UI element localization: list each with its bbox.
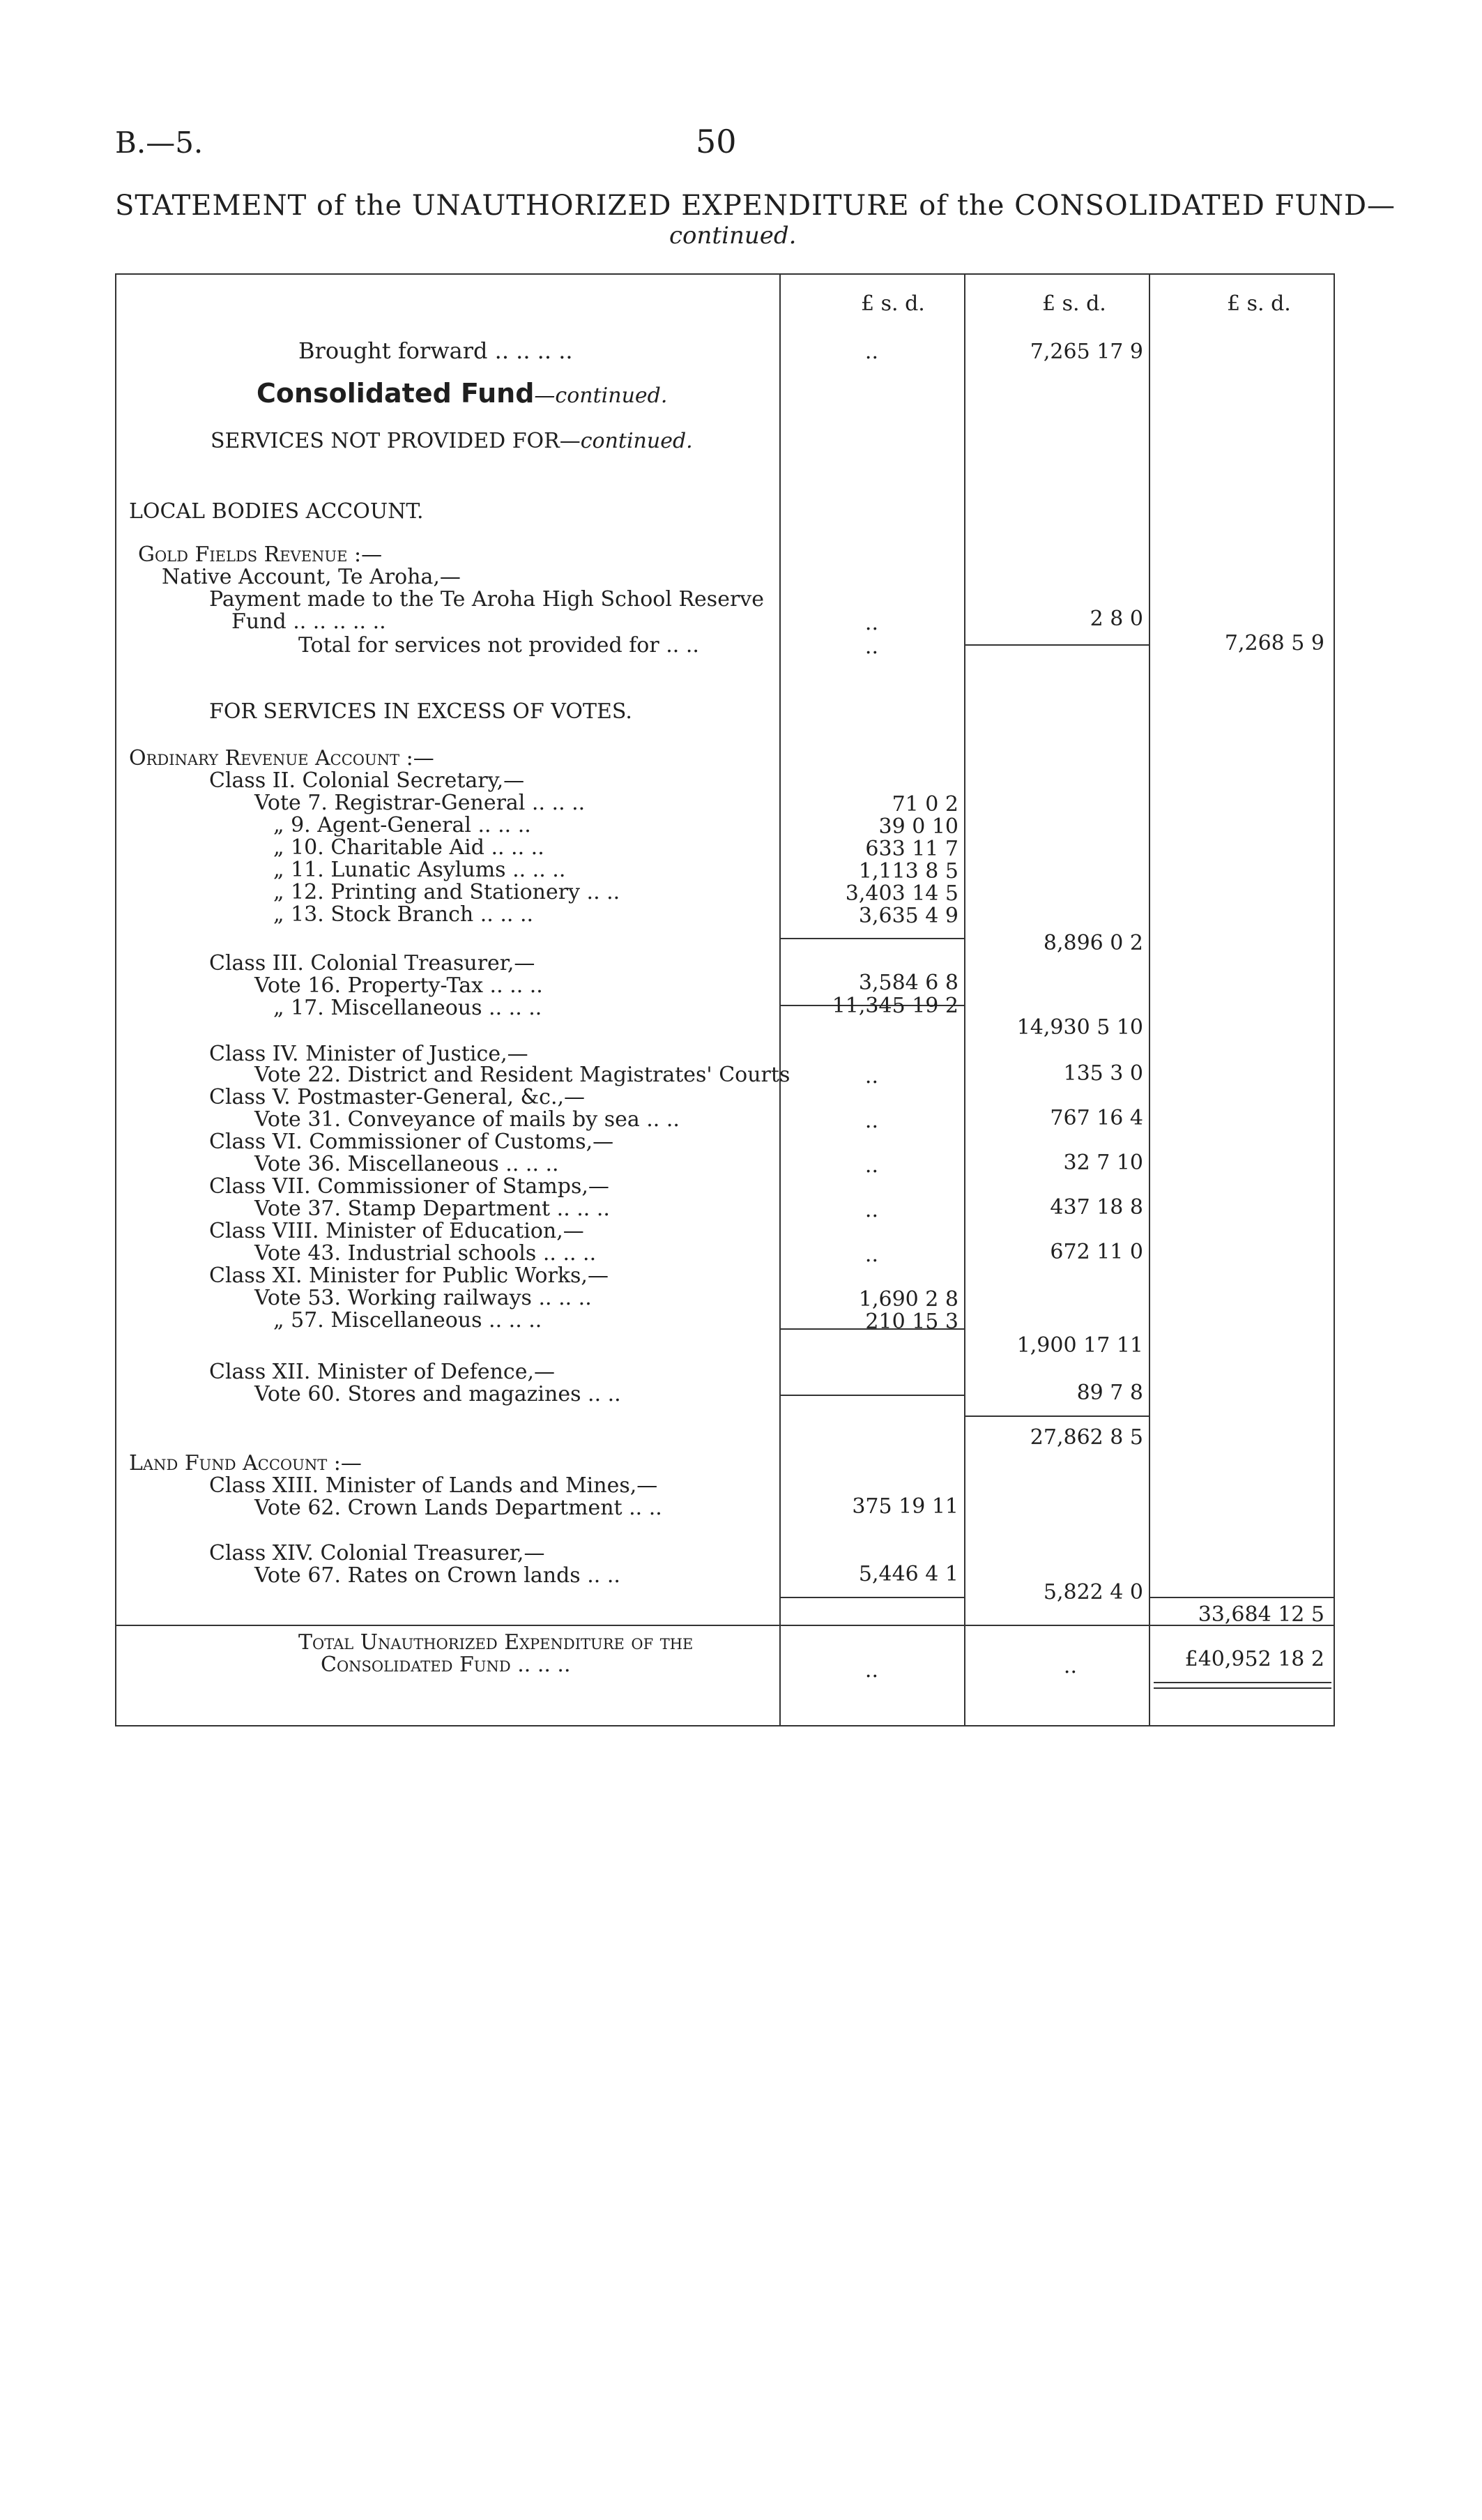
vote-43-label: Vote 43. Industrial schools .. .. .. [254,1241,597,1266]
vote-11-col1: 1,113 8 5 [858,859,958,883]
total-not-provided-col1: .. [864,635,878,659]
class-14-heading: Class XIV. Colonial Treasurer,— [209,1541,545,1565]
column-header-2: £ s. d. [1042,291,1106,316]
brought-forward-col2: 7,265 17 9 [1030,340,1143,364]
grand-total-label-line2: Consolidated Fund .. .. .. [321,1653,571,1677]
total-rule [115,1625,1335,1626]
vote-37-label: Vote 37. Stamp Department .. .. .. [254,1197,610,1221]
services-not-provided-heading [211,430,693,453]
column-header-3: £ s. d. [1227,291,1291,316]
grand-total-col3: £40,952 18 2 [1184,1647,1324,1671]
column-divider-1 [779,273,781,1726]
consolidated-fund-heading [257,378,668,409]
vote-43-col1: .. [864,1243,878,1267]
vote-67-label: Vote 67. Rates on Crown lands .. .. [254,1563,620,1588]
brought-forward-label: Brought forward .. .. .. .. [298,337,573,364]
native-account-label: Native Account, Te Aroha,— [162,565,461,589]
vote-43-col2: 672 11 0 [1050,1240,1143,1264]
class-5-heading: Class V. Postmaster-General, &c.,— [209,1085,586,1109]
vote-57-label: „ 57. Miscellaneous .. .. .. [273,1308,542,1333]
vote-12-label: „ 12. Printing and Stationery .. .. [273,880,620,904]
consolidated-fund-continued: —continued. [534,384,668,408]
ordinary-revenue-heading: Ordinary Revenue Account :— [129,746,434,771]
vote-7-col1: 71 0 2 [892,792,958,817]
class-2-total: 8,896 0 2 [1043,931,1143,955]
vote-16-col1: 3,584 6 8 [858,971,958,995]
vote-22-label: Vote 22. District and Resident Magistrates' Courts [254,1063,790,1087]
subtotal-rule [779,938,964,939]
class-11-total: 1,900 17 11 [1016,1333,1143,1358]
page-number: 50 [696,123,737,160]
class-4-heading: Class IV. Minister of Justice,— [209,1042,528,1066]
page-title-continued: continued. [669,222,797,250]
class-3-total: 14,930 5 10 [1016,1015,1143,1040]
vote-31-col1: .. [864,1109,878,1133]
vote-17-col1: 11,345 19 2 [832,994,958,1018]
subtotal-rule [779,1395,964,1396]
vote-10-col1: 633 11 7 [865,837,958,861]
class-13-heading: Class XIII. Minister of Lands and Mines,— [209,1473,658,1498]
class-2-heading: Class II. Colonial Secretary,— [209,768,525,793]
vote-13-col1: 3,635 4 9 [858,904,958,928]
vote-67-col1: 5,446 4 1 [858,1562,958,1586]
class-3-heading: Class III. Colonial Treasurer,— [209,951,535,976]
class-8-heading: Class VIII. Minister of Education,— [209,1219,584,1243]
vote-17-label: „ 17. Miscellaneous .. .. .. [273,996,542,1020]
class-12-heading: Class XII. Minister of Defence,— [209,1360,555,1384]
class-7-heading: Class VII. Commissioner of Stamps,— [209,1174,609,1199]
vote-60-col2: 89 7 8 [1076,1381,1143,1405]
subtotal-rule [964,644,1149,646]
ordinary-revenue-total: 27,862 8 5 [1030,1425,1143,1450]
payment-label-line1: Payment made to the Te Aroha High School Reserve [209,587,764,612]
vote-60-label: Vote 60. Stores and magazines .. .. [254,1382,621,1406]
page-reference: B.—5. [115,126,204,160]
subtotal-rule [1149,1597,1334,1598]
class-6-heading: Class VI. Commissioner of Customs,— [209,1130,614,1154]
vote-57-col1: 210 15 3 [865,1310,958,1334]
brought-forward-col1: .. [864,340,878,364]
vote-9-col1: 39 0 10 [878,814,958,839]
vote-62-col1: 375 19 11 [852,1494,958,1519]
page-title: STATEMENT of the UNAUTHORIZED EXPENDITURE of the CONSOLIDATED FUND— [115,190,1396,222]
services-not-provided-continued: continued. [580,429,693,453]
vote-37-col1: .. [864,1198,878,1222]
vote-31-col2: 767 16 4 [1050,1106,1143,1130]
subtotal-rule [779,1597,964,1598]
subtotal-rule [964,1415,1149,1417]
vote-22-col2: 135 3 0 [1063,1061,1143,1086]
vote-36-col2: 32 7 10 [1063,1151,1143,1175]
column-header-1: £ s. d. [861,291,925,316]
grand-total-col1: .. [864,1658,878,1683]
excess-votes-heading: FOR SERVICES IN EXCESS OF VOTES. [209,699,632,724]
payment-col1: .. [864,611,878,635]
vote-22-col1: .. [864,1064,878,1088]
vote-31-label: Vote 31. Conveyance of mails by sea .. .. [254,1107,680,1132]
class-11-heading: Class XI. Minister for Public Works,— [209,1263,609,1288]
vote-10-label: „ 10. Charitable Aid .. .. .. [273,835,544,860]
vote-36-label: Vote 36. Miscellaneous .. .. .. [254,1152,559,1176]
vote-12-col1: 3,403 14 5 [845,881,958,906]
vote-7-label: Vote 7. Registrar-General .. .. .. [254,791,586,815]
payment-label-line2: Fund .. .. .. .. .. [231,609,386,634]
vote-62-label: Vote 62. Crown Lands Department .. .. [254,1496,662,1520]
total-not-provided-label: Total for services not provided for .. .. [298,633,699,658]
grand-total-label-line1: Total Unauthorized Expenditure of the [298,1630,694,1655]
grand-total-col2: .. [1063,1654,1077,1678]
gold-fields-heading: Gold Fields Revenue :— [138,542,383,567]
double-rule-top [1154,1682,1331,1683]
vote-13-label: „ 13. Stock Branch .. .. .. [273,902,534,927]
consolidated-fund-label: Consolidated Fund [257,378,535,409]
column-divider-2 [964,273,965,1726]
vote-11-label: „ 11. Lunatic Asylums .. .. .. [273,858,566,882]
land-fund-heading: Land Fund Account :— [129,1451,362,1475]
land-fund-total: 5,822 4 0 [1043,1580,1143,1604]
vote-53-col1: 1,690 2 8 [858,1287,958,1312]
vote-36-col1: .. [864,1153,878,1178]
total-not-provided-col3: 7,268 5 9 [1224,631,1324,655]
vote-9-label: „ 9. Agent-General .. .. .. [273,813,531,837]
payment-col2: 2 8 0 [1090,607,1143,631]
double-rule-bottom [1154,1687,1331,1689]
local-bodies-heading: LOCAL BODIES ACCOUNT. [129,499,424,524]
vote-37-col2: 437 18 8 [1050,1195,1143,1220]
vote-16-label: Vote 16. Property-Tax .. .. .. [254,973,543,998]
vote-53-label: Vote 53. Working railways .. .. .. [254,1286,592,1310]
services-not-provided-label: SERVICES NOT PROVIDED FOR— [211,429,581,453]
column-divider-3 [1149,273,1150,1726]
excess-votes-total: 33,684 12 5 [1198,1602,1324,1627]
